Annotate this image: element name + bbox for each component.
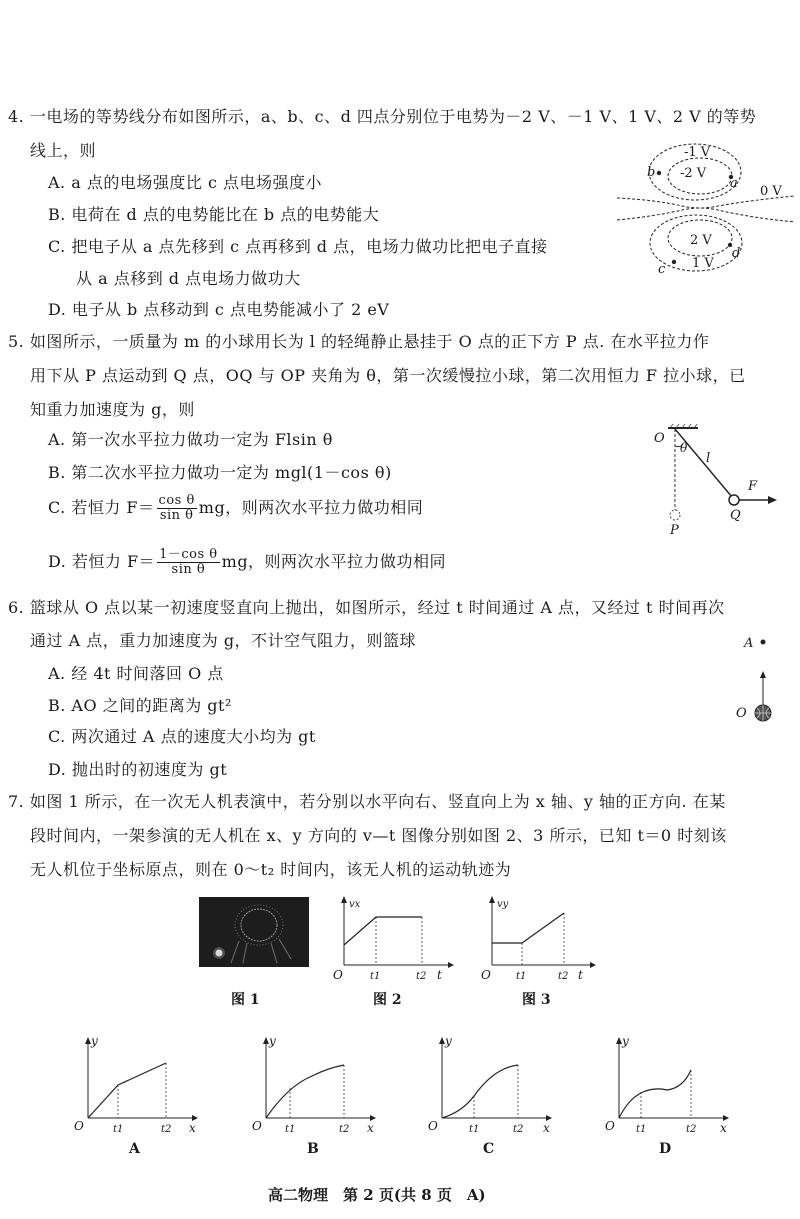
q7-option-b-axis-y: y (269, 1034, 276, 1048)
q7-option-a-origin: O (74, 1119, 84, 1133)
q7-option-a-label: A (129, 1141, 140, 1157)
q4-point-b: b (647, 165, 656, 180)
q6-stem-line1: 6. 篮球从 O 点以某一初速度竖直向上抛出，如图所示，经过 t 时间通过 A 点，又经过 t 时间再次 (8, 598, 725, 617)
q7-option-a-tick-t1: t1 (113, 1124, 124, 1135)
q7-option-c-axis-y: y (445, 1034, 452, 1048)
q7-figure2-vx-graph (330, 893, 455, 983)
q6-option-d: D. 抛出时的初速度为 gt (48, 760, 228, 779)
q6-basketball-figure (734, 630, 794, 730)
q7-figure2-axis-vx: vx (349, 899, 361, 910)
q7-option-a-axis-x: x (189, 1121, 196, 1135)
q7-figure3-caption: 图 3 (522, 992, 551, 1008)
q7-figure2-origin: O (333, 968, 343, 982)
q7-figure3-vy-graph (478, 893, 603, 983)
q7-option-d-axis-x: x (720, 1121, 727, 1135)
q7-stem-line2: 段时间内，一架参演的无人机在 x、y 方向的 v—t 图像分别如图 2、3 所示，已知 t＝0 时刻该 (30, 826, 727, 845)
q7-option-c-tick-t1: t1 (469, 1124, 480, 1135)
q5-option-c-numerator: cos θ (158, 493, 195, 508)
q6-option-a: A. 经 4t 时间落回 O 点 (48, 664, 224, 683)
q5-option-c (48, 494, 423, 523)
q5-stem-line2: 用下从 P 点运动到 Q 点，OQ 与 OP 夹角为 θ，第一次缓慢拉小球，第二次用恒力 F 拉小球，已 (30, 366, 746, 385)
q5-option-c-suffix: mg，则两次水平拉力做功相同 (198, 498, 424, 517)
q5-option-d (48, 548, 446, 577)
q7-figure2-tick-t1: t1 (370, 971, 381, 982)
q5-stem-line3: 知重力加速度为 g，则 (30, 400, 195, 419)
q5-option-d-fraction (157, 548, 220, 577)
q4-stem-line2: 线上，则 (30, 141, 97, 160)
q7-figure1-photo (199, 897, 309, 967)
q7-option-b-graph (238, 1030, 388, 1140)
q7-option-a-axis-y: y (91, 1034, 98, 1048)
q7-option-c-label: C (483, 1141, 495, 1157)
q5-option-d-prefix: D. 若恒力 F＝ (48, 552, 156, 571)
q4-point-c: c (658, 262, 666, 277)
q6-option-c: C. 两次通过 A 点的速度大小均为 gt (48, 727, 316, 746)
q7-figure2-caption: 图 2 (373, 992, 402, 1008)
q7-option-b-tick-t2: t2 (339, 1124, 350, 1135)
q4-point-a: a (730, 176, 738, 191)
page-footer: 高二物理 第 2 页(共 8 页 A) (268, 1186, 486, 1204)
q4-stem-line1: 4. 一电场的等势线分布如图所示，a、b、c、d 四点分别位于电势为－2 V、－1 V、1 V、2 V 的等势 (8, 107, 757, 126)
q5-label-p: P (670, 523, 679, 538)
q4-option-c-line1: C. 把电子从 a 点先移到 c 点再移到 d 点，电场力做功比把电子直接 (48, 237, 548, 256)
q7-option-c-axis-x: x (543, 1121, 550, 1135)
q7-stem-line1: 7. 如图 1 所示，在一次无人机表演中，若分别以水平向右、竖直向上为 x 轴、y 轴的正方向. 在某 (8, 792, 726, 811)
q7-figure1-caption: 图 1 (231, 992, 260, 1008)
q5-label-q: Q (730, 508, 741, 523)
q6-label-o: O (736, 706, 747, 721)
q7-option-b-axis-x: x (367, 1121, 374, 1135)
q4-equipotential-figure (612, 140, 797, 280)
q5-option-c-prefix: C. 若恒力 F＝ (48, 498, 155, 517)
q4-label-zero: 0 V (760, 184, 782, 199)
q7-option-d-origin: O (605, 1119, 615, 1133)
q7-option-b-origin: O (252, 1119, 262, 1133)
q5-option-d-denominator: sin θ (171, 562, 206, 577)
q5-label-theta: θ (680, 441, 688, 455)
q4-option-d: D. 电子从 b 点移动到 c 点电势能减小了 2 eV (48, 300, 390, 319)
q6-option-b: B. AO 之间的距离为 gt² (48, 696, 232, 715)
q5-pendulum-figure (650, 424, 790, 536)
q7-option-b-label: B (307, 1141, 319, 1157)
q5-label-o: O (654, 431, 665, 446)
q4-option-a: A. a 点的电场强度比 c 点电场强度小 (48, 173, 322, 192)
q7-figure2-tick-t2: t2 (416, 971, 427, 982)
q5-stem-line1: 5. 如图所示，一质量为 m 的小球用长为 l 的轻绳静止悬挂于 O 点的正下方 P 点. 在水平拉力作 (8, 332, 710, 351)
q4-label-p2v: 2 V (690, 233, 712, 248)
q7-option-c-tick-t2: t2 (513, 1124, 524, 1135)
q4-option-b: B. 电荷在 d 点的电势能比在 b 点的电势能大 (48, 205, 380, 224)
q7-option-a-tick-t2: t2 (161, 1124, 172, 1135)
q4-label-p1v: 1 V (692, 256, 714, 271)
q7-option-d-tick-t1: t1 (636, 1124, 647, 1135)
q7-option-d-label: D (659, 1141, 672, 1157)
q7-option-d-graph (591, 1030, 741, 1140)
q4-label-m2v: -2 V (680, 166, 707, 181)
q7-option-d-tick-t2: t2 (686, 1124, 697, 1135)
q7-option-a-graph (60, 1030, 210, 1140)
q7-option-b-tick-t1: t1 (285, 1124, 296, 1135)
q7-figure3-axis-vy: vy (497, 899, 509, 910)
q7-option-c-origin: O (428, 1119, 438, 1133)
q4-option-c-line2: 从 a 点移到 d 点电场力做功大 (76, 269, 301, 288)
q4-point-d: d (732, 246, 741, 261)
q6-stem-line2: 通过 A 点，重力加速度为 g，不计空气阻力，则篮球 (30, 631, 417, 650)
q7-option-d-axis-y: y (622, 1034, 629, 1048)
q5-label-f: F (748, 479, 758, 494)
q7-figure3-tick-t1: t1 (516, 971, 527, 982)
q7-stem-line3: 无人机位于坐标原点，则在 0～t₂ 时间内，该无人机的运动轨迹为 (30, 860, 512, 879)
q5-option-a: A. 第一次水平拉力做功一定为 Flsin θ (48, 430, 333, 449)
q5-option-c-fraction (157, 494, 197, 523)
q5-label-l: l (706, 451, 711, 466)
q4-label-m1v: -1 V (684, 145, 711, 160)
q5-option-d-suffix: mg，则两次水平拉力做功相同 (221, 552, 447, 571)
q7-figure3-origin: O (481, 968, 491, 982)
q7-figure3-tick-t2: t2 (558, 971, 569, 982)
q7-figure3-axis-t: t (578, 968, 583, 982)
q5-option-c-denominator: sin θ (159, 508, 194, 523)
q7-option-c-graph (414, 1030, 564, 1140)
q6-label-a: A (744, 636, 754, 651)
q7-figure2-axis-t: t (437, 968, 442, 982)
q5-option-d-numerator: 1－cos θ (159, 547, 218, 562)
q5-option-b: B. 第二次水平拉力做功一定为 mgl(1－cos θ) (48, 463, 392, 482)
